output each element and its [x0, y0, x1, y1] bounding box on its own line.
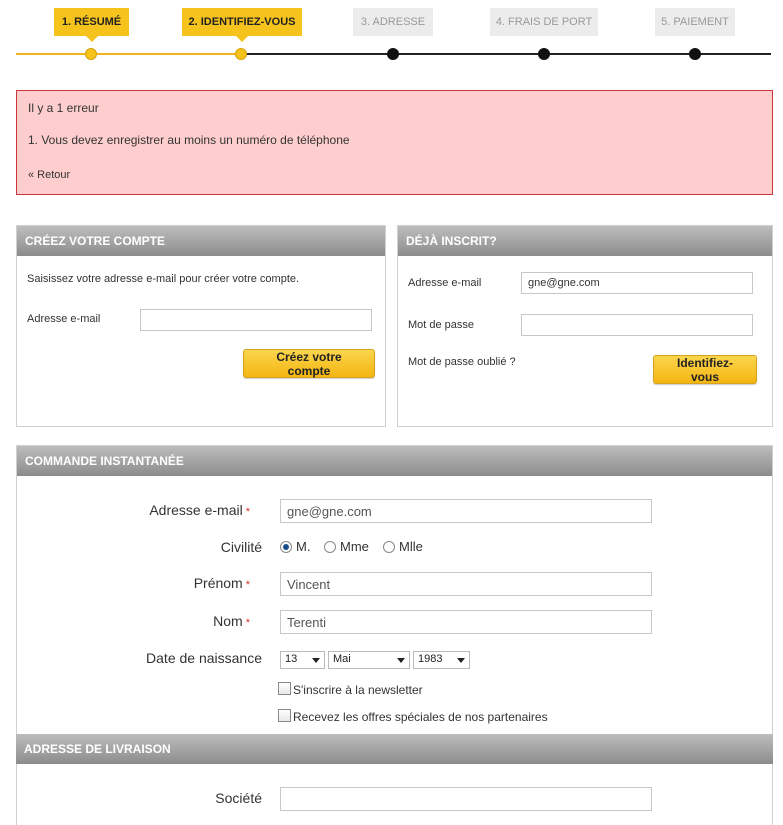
create-email-label: Adresse e-mail [27, 313, 101, 325]
civility-label: Civilité [220, 539, 262, 555]
error-box [16, 90, 773, 195]
lastname-label: Nom * [213, 613, 250, 629]
login-panel [397, 225, 773, 427]
create-account-heading: CRÉEZ VOTRE COMPTE [17, 226, 385, 256]
step-dot-5 [689, 48, 701, 60]
create-account-button[interactable]: Créez votre compte [243, 349, 375, 378]
civility-option-mlle: Mlle [399, 539, 423, 554]
civility-radio-mme[interactable] [324, 541, 336, 553]
newsletter-checkbox[interactable] [278, 682, 291, 695]
login-email-input[interactable] [521, 272, 753, 294]
newsletter-label: S'inscrire à la newsletter [293, 683, 423, 697]
birthdate-label: Date de naissance [146, 650, 262, 666]
back-link[interactable]: « Retour [28, 169, 71, 181]
firstname-label: Prénom * [193, 575, 250, 591]
company-label: Société [215, 790, 262, 806]
step-dot-2 [235, 48, 247, 60]
login-heading: DÉJÀ INSCRIT? [398, 226, 772, 256]
step-dot-3 [387, 48, 399, 60]
create-email-input[interactable] [140, 309, 372, 331]
order-email-label: Adresse e-mail * [149, 502, 250, 518]
delivery-heading: ADRESSE DE LIVRAISON [16, 734, 773, 764]
lastname-input[interactable] [280, 610, 652, 634]
firstname-input[interactable] [280, 572, 652, 596]
login-password-input[interactable] [521, 314, 753, 336]
login-password-label: Mot de passe [408, 319, 475, 331]
civility-radio-m[interactable] [280, 541, 292, 553]
offers-label: Recevez les offres spéciales de nos partenaires [293, 710, 548, 724]
step-resume[interactable]: 1. RÉSUMÉ [54, 8, 129, 36]
birth-day-select[interactable]: 13 [280, 651, 325, 669]
civility-option-m: M. [296, 539, 311, 554]
step-shipping: 4. FRAIS DE PORT [490, 8, 598, 36]
step-address: 3. ADRESSE [353, 8, 433, 36]
error-message: 1. Vous devez enregistrer au moins un numéro de téléphone [28, 133, 350, 147]
login-button[interactable]: Identifiez-vous [653, 355, 757, 384]
step-dot-1 [85, 48, 97, 60]
civility-option-mme: Mme [340, 539, 369, 554]
step-identify[interactable]: 2. IDENTIFIEZ-VOUS [182, 8, 302, 36]
birth-year-select[interactable]: 1983 [413, 651, 470, 669]
forgot-password-link[interactable]: Mot de passe oublié ? [408, 356, 516, 368]
company-input[interactable] [280, 787, 652, 811]
offers-checkbox[interactable] [278, 709, 291, 722]
checkout-steps [0, 0, 783, 70]
step-dot-4 [538, 48, 550, 60]
order-email-input[interactable] [280, 499, 652, 523]
progress-line-done [16, 53, 241, 55]
civility-radio-mlle[interactable] [383, 541, 395, 553]
create-account-panel [16, 225, 386, 427]
error-title: Il y a 1 erreur [28, 101, 99, 115]
step-payment: 5. PAIEMENT [655, 8, 735, 36]
birth-month-select[interactable]: Mai [328, 651, 410, 669]
instant-order-heading: COMMANDE INSTANTANÉE [17, 446, 772, 476]
login-email-label: Adresse e-mail [408, 277, 482, 289]
create-account-intro: Saisissez votre adresse e-mail pour créer votre compte. [27, 273, 300, 285]
